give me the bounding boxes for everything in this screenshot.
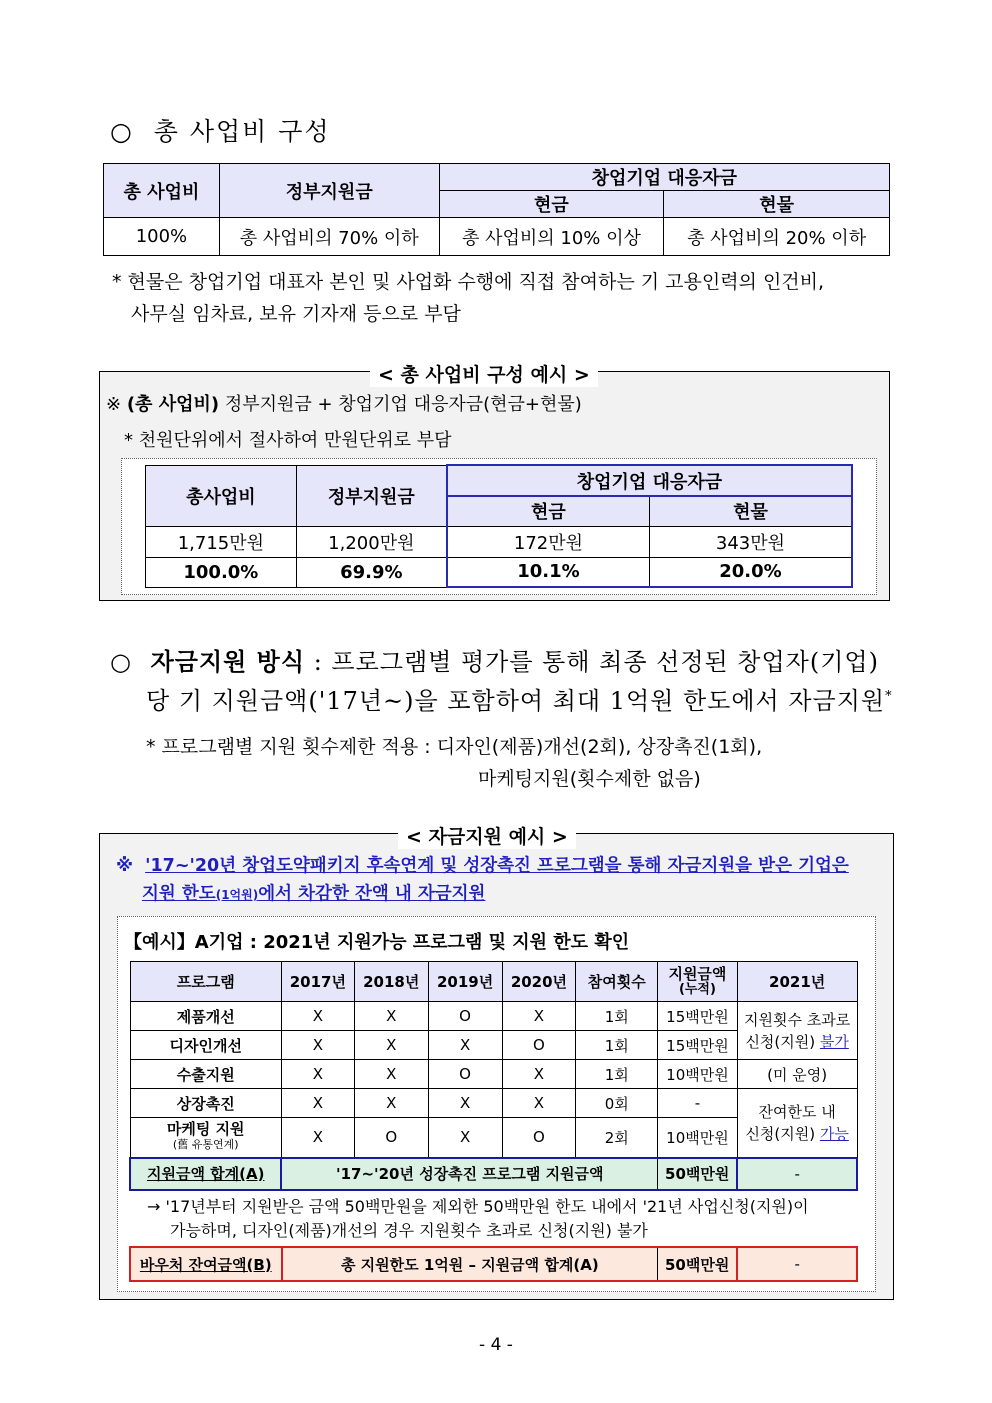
ex-amount-in-kind: 343만원 — [649, 526, 852, 557]
ex-pct-in-kind: 20.0% — [649, 557, 852, 587]
ex-header-in-kind: 현물 — [649, 496, 852, 526]
total-budget-table — [103, 163, 890, 256]
th-2021: 2021년 — [737, 962, 857, 1002]
page-number: - 4 - — [479, 1335, 513, 1355]
header-gov: 정부지원금 — [219, 164, 439, 218]
header-cash: 현금 — [439, 191, 664, 218]
th-program: 프로그램 — [130, 962, 281, 1002]
funding-example-note-2: 지원 한도(1억원)에서 차감한 잔액 내 자금지원 — [142, 884, 486, 904]
ex-pct-gov: 69.9% — [296, 557, 447, 587]
value-cash: 총 사업비의 10% 이상 — [439, 218, 664, 256]
sum-row: 지원금액 합계(A) '17~'20년 성장촉진 프로그램 지원금액 50백만원 - — [130, 1158, 857, 1190]
value-in-kind: 총 사업비의 20% 이하 — [664, 218, 890, 256]
ex-amount-cash: 172만원 — [447, 526, 650, 557]
status-not-operated: (미 운영) — [737, 1060, 857, 1089]
ex-amount-gov: 1,200만원 — [296, 526, 447, 557]
program-limit-note-1: * 프로그램별 지원 횟수제한 적용 : 디자인(제품)개선(2회), 상장촉진(1회), — [146, 736, 763, 758]
th-2018: 2018년 — [354, 962, 428, 1002]
arrow-note-1: → '17년부터 지원받은 금액 50백만원을 제외한 50백만원 한도 내에서 '21년 사업신청(지원)이 — [147, 1197, 809, 1216]
th-2020: 2020년 — [502, 962, 576, 1002]
funding-example-subtitle: 【예시】A기업 : 2021년 지원가능 프로그램 및 지원 한도 확인 — [124, 932, 630, 953]
th-2017: 2017년 — [281, 962, 354, 1002]
section-title-funding-method: ○ 자금지원 방식 : 프로그램별 평가를 통해 최종 선정된 창업자(기업) — [110, 647, 879, 676]
ex-pct-cash: 10.1% — [447, 557, 650, 587]
in-kind-note-1: * 현물은 창업기업 대표자 본인 및 사업화 수행에 직접 참여하는 기 고용인력의 인건비, — [112, 271, 825, 293]
ex-amount-total: 1,715만원 — [146, 526, 297, 557]
budget-example-rounding-note: * 천원단위에서 절사하여 만원단위로 부담 — [124, 430, 452, 451]
value-gov: 총 사업비의 70% 이하 — [219, 218, 439, 256]
table-row: 마케팅 지원 (舊 유통연계) X O X O 2회 10백만원 — [130, 1118, 857, 1158]
budget-example-formula: ※ (총 사업비) 정부지원금 + 창업기업 대응자금(현금+현물) — [106, 394, 582, 415]
th-count: 참여횟수 — [576, 962, 658, 1002]
table-row: 디자인개선 X X X O 1회 15백만원 — [130, 1031, 857, 1060]
funding-method-line2: 당 기 지원금액('17년~)을 포함하여 최대 1억원 한도에서 자금지원* — [146, 687, 893, 715]
ex-header-matching: 창업기업 대응자금 — [447, 465, 852, 496]
budget-example-caption: < 총 사업비 구성 예시 > — [370, 360, 598, 387]
budget-example-table — [145, 464, 853, 588]
value-total: 100% — [104, 218, 220, 256]
status-count-exceeded: 지원횟수 초과로 신청(지원) 불가 — [737, 1002, 857, 1060]
table-row: 상장촉진 X X X X 0회 - 잔여한도 내 신청(지원) 가능 — [130, 1089, 857, 1118]
header-in-kind: 현물 — [664, 191, 890, 218]
funding-example-caption: < 자금지원 예시 > — [398, 822, 576, 849]
arrow-note-2: 가능하며, 디자인(제품)개선의 경우 지원횟수 초과로 신청(지원) 불가 — [170, 1221, 648, 1240]
table-row: 제품개선 X X O X 1회 15백만원 지원횟수 초과로 신청(지원) 불가 — [130, 1002, 857, 1031]
funding-example-note-1: ※ '17~'20년 창업도약패키지 후속연계 및 성장촉진 프로그램을 통해 자금지원을 받은 기업은 — [116, 856, 849, 876]
ex-header-gov: 정부지원금 — [296, 465, 447, 526]
program-limit-note-2: 마케팅지원(횟수제한 없음) — [478, 768, 701, 790]
header-matching: 창업기업 대응자금 — [439, 164, 889, 191]
program-history-table — [129, 961, 858, 1191]
section-title-total-budget: ○ 총 사업비 구성 — [110, 117, 331, 146]
table-row: 수출지원 X X O X 1회 10백만원 (미 운영) — [130, 1060, 857, 1089]
bullet: ○ — [110, 117, 134, 146]
th-2019: 2019년 — [428, 962, 502, 1002]
th-amount: 지원금액 (누적) — [658, 962, 738, 1002]
ex-header-total: 총사업비 — [146, 465, 297, 526]
ex-header-cash: 현금 — [447, 496, 650, 526]
ex-pct-total: 100.0% — [146, 557, 297, 587]
header-total: 총 사업비 — [104, 164, 220, 218]
status-within-remaining: 잔여한도 내 신청(지원) 가능 — [737, 1089, 857, 1158]
in-kind-note-2: 사무실 임차료, 보유 기자재 등으로 부담 — [131, 303, 461, 325]
remaining-voucher-table: 바우처 잔여금액(B) 총 지원한도 1억원 – 지원금액 합계(A) 50백만원 - — [129, 1246, 858, 1282]
